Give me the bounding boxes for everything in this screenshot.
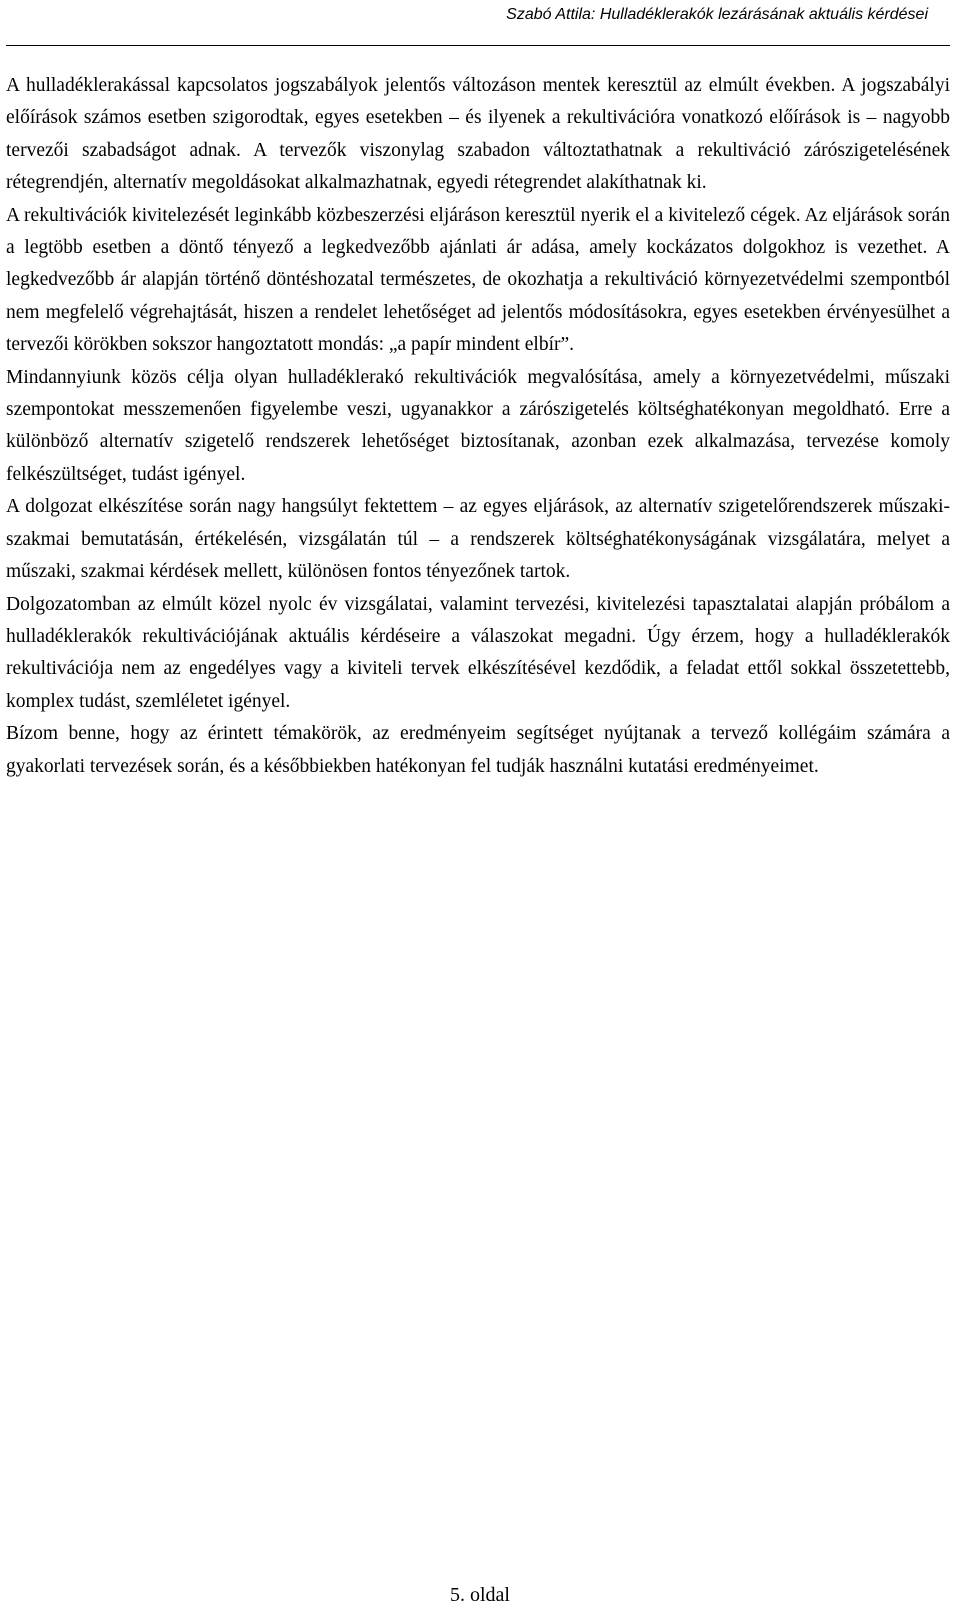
page-number: 5. oldal (450, 1584, 510, 1606)
document-body (6, 70, 950, 783)
paragraph: Bízom benne, hogy az érintett témakörök, az eredményeim segítséget nyújtanak a tervező kollégáim számára a gyakorlati tervezések során, és a későbbiekben hatékonyan fel tudják használni kutatási eredményeimet. (6, 723, 950, 777)
paragraph: Mindannyiunk közös célja olyan hulladéklerakó rekultivációk megvalósítása, amely a környezetvédelmi, műszaki szempontokat messzemenően figyelembe veszi, ugyanakkor a zárószigetelés költséghatékonyan megoldható. Erre a különböző alternatív szigetelő rendszerek lehetőséget biztosítanak, azonban ezek alkalmazása, tervezése komoly felkészültséget, tudást igényel. (6, 366, 950, 485)
header-divider (6, 45, 950, 46)
paragraph: A hulladéklerakással kapcsolatos jogszabályok jelentős változáson mentek keresztül az elmúlt években. A jogszabályi előírások számos esetben szigorodtak, egyes esetekben – és ilyenek a rekultivációra vonatkozó előírások is – nagyobb tervezői szabadságot adnak. A tervezők viszonylag szabadon változtathatnak a rekultiváció zárószigetelésének rétegrendjén, alternatív megoldásokat alkalmazhatnak, egyedi rétegrendet alakíthatnak ki. (6, 75, 950, 194)
paragraph: Dolgozatomban az elmúlt közel nyolc év vizsgálatai, valamint tervezési, kivitelezési tapasztalatai alapján próbálom a hulladéklerakók rekultivációjának aktuális kérdéseire a válaszokat megadni. Úgy érzem, hogy a hulladéklerakók rekultivációja nem az engedélyes vagy a kiviteli tervek elkészítésével kezdődik, a feladat ettől sokkal összetettebb, komplex tudást, szemléletet igényel. (6, 593, 950, 712)
paragraph: A dolgozat elkészítése során nagy hangsúlyt fektettem – az egyes eljárások, az alternatív szigetelőrendszerek műszaki-szakmai bemutatásán, értékelésén, vizsgálatán túl – a rendszerek költséghatékonyságának vizsgálatára, melyet a műszaki, szakmai kérdések mellett, különösen fontos tényezőnek tartok. (6, 496, 950, 583)
paragraph: A rekultivációk kivitelezését leginkább közbeszerzési eljáráson keresztül nyerik el a kivitelező cégek. Az eljárások során a legtöbb esetben a döntő tényező a legkedvezőbb ajánlati ár adása, amely kockázatos dolgokhoz is vezethet. A legkedvezőbb ár alapján történő döntéshozatal természetes, de okozhatja a rekultiváció környezetvédelmi szempontból nem megfelelő végrehajtását, hiszen a rendelet lehetőséget ad jelentős módosításokra, egyes esetekben érvényesülhet a tervezői körökben sokszor hangoztatott mondás: „a papír mindent elbír”. (6, 204, 950, 356)
running-header: Szabó Attila: Hulladéklerakók lezárásának aktuális kérdései (506, 6, 928, 23)
